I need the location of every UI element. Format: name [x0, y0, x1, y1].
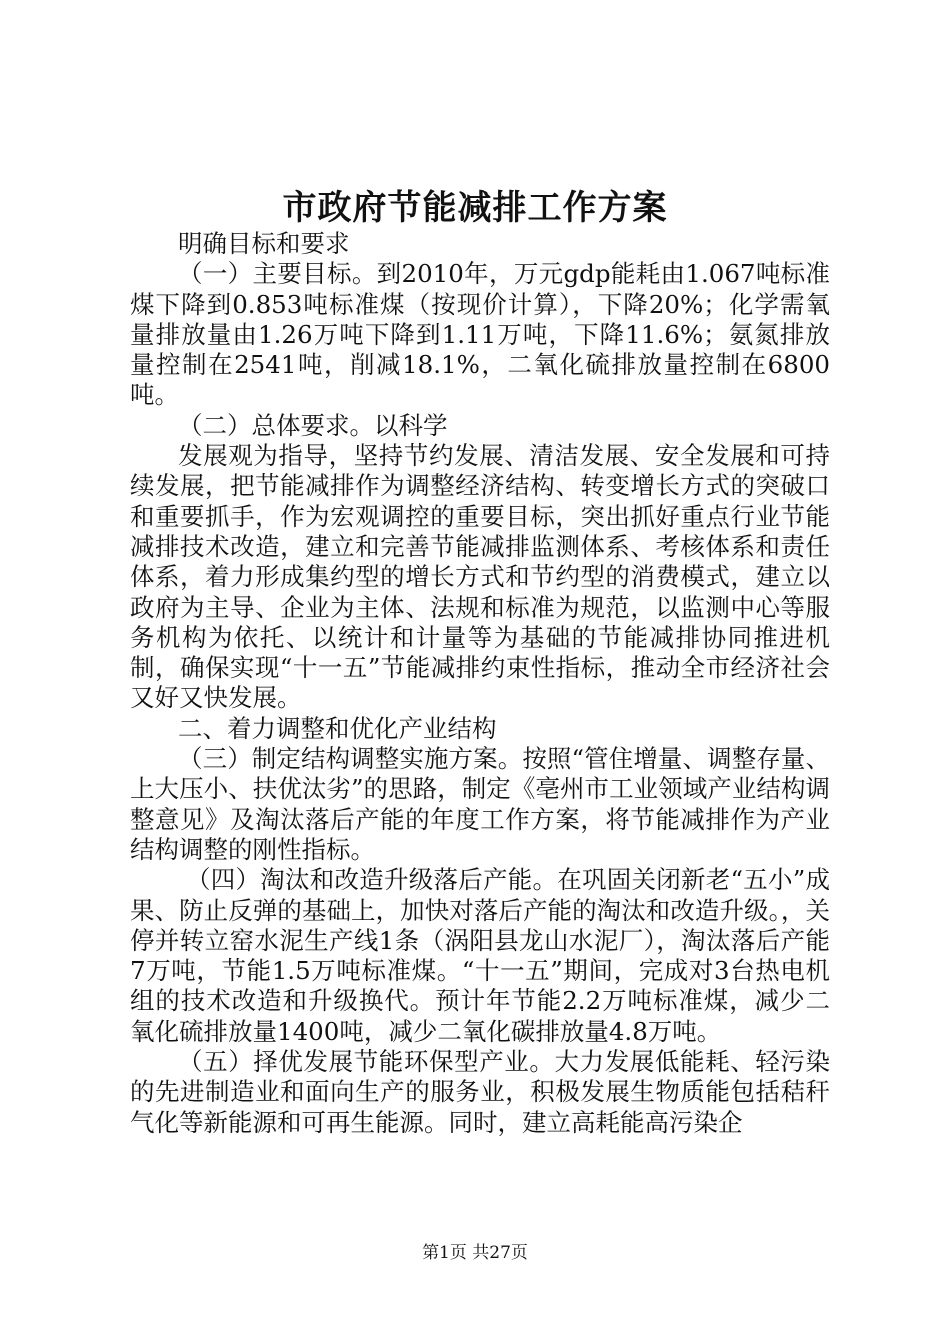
paragraph-green-industry: （五）择优发展节能环保型产业。大力发展低能耗、轻污染的先进制造业和面向生产的服务业，积极发展生物质能包括秸秆气化等新能源和可再生能源。同时，建立高耗能高污染企	[130, 1047, 830, 1137]
paragraph-overall-requirements: （二）总体要求。以科学	[178, 410, 448, 440]
page-number: 第1页 共27页	[422, 1243, 528, 1263]
document-body	[130, 229, 830, 1138]
paragraph-structure-plan: （三）制定结构调整实施方案。按照“管住增量、调整存量、上大压小、扶优汰劣”的思路，制定《亳州市工业领域产业结构调整意见》及淘汰落后产能的年度工作方案，将节能减排作为产业结构调整的刚性指标。	[130, 744, 830, 864]
paragraph-goals-heading: 明确目标和要求	[178, 229, 350, 258]
section-heading-industrial-structure: 二、着力调整和优化产业结构	[178, 713, 497, 743]
paragraph-eliminate-backward-capacity: （四）淘汰和改造升级落后产能。在巩固关闭新老“五小”成果、防止反弹的基础上，加快对落后产能的淘汰和改造升级。，关停并转立窑水泥生产线1条（涡阳县龙山水泥厂），淘汰落后产能7万吨，节能1.5万吨标准煤。“十一五”期间，完成对3台热电机组的技术改造和升级换代。预计年节能2.2万吨标准煤，减少二氧化硫排放量1400吨，减少二氧化碳排放量4.8万吨。	[130, 865, 830, 1046]
document-title: 市政府节能减排工作方案	[282, 188, 668, 228]
paragraph-main-targets: （一）主要目标。到2010年，万元gdp能耗由1.067吨标准煤下降到0.853吨标准煤（按现价计算），下降20%；化学需氧量排放量由1.26万吨下降到1.11万吨，下降11.6%；氨氮排放量控制在2541吨，削减18.1%，二氧化硫排放量控制在6800吨。	[130, 259, 830, 410]
paragraph-development-guidance: 发展观为指导，坚持节约发展、清洁发展、安全发展和可持续发展，把节能减排作为调整经济结构、转变增长方式的突破口和重要抓手，作为宏观调控的重要目标，突出抓好重点行业节能减排技术改造，建立和完善节能减排监测体系、考核体系和责任体系，着力形成集约型的增长方式和节约型的消费模式，建立以政府为主导、企业为主体、法规和标准为规范，以监测中心等服务机构为依托、以统计和计量等为基础的节能减排协同推进机制，确保实现“十一五”节能减排约束性指标，推动全市经济社会又好又快发展。	[130, 441, 830, 713]
